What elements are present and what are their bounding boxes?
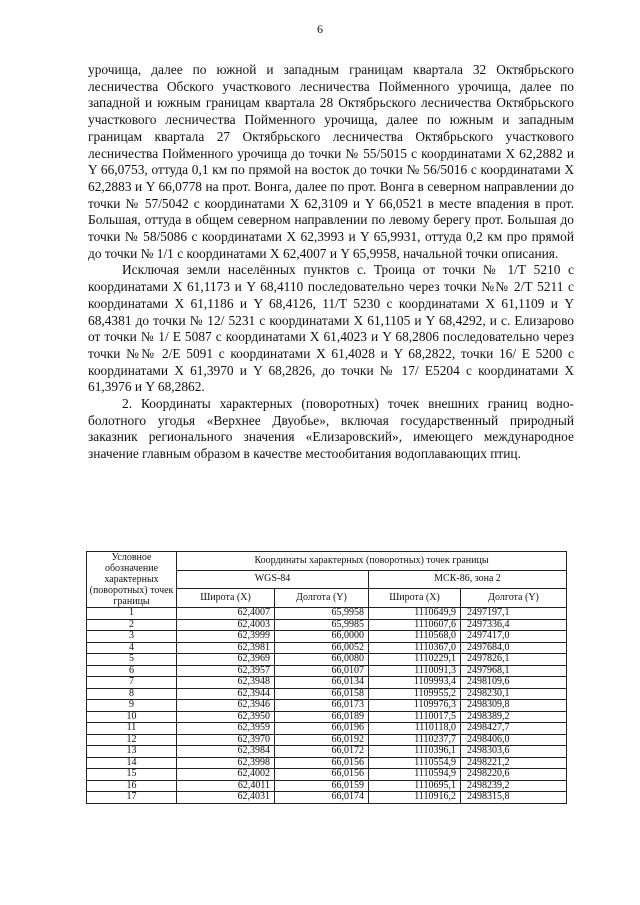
msk-x-cell: 1110237,7 bbox=[369, 734, 461, 746]
table-row bbox=[87, 780, 567, 792]
page-number: 6 bbox=[317, 22, 323, 36]
msk-x-cell: 1110396,1 bbox=[369, 746, 461, 758]
latitude-cell: 62,3969 bbox=[177, 654, 275, 666]
point-number-cell: 8 bbox=[87, 688, 177, 700]
table-row bbox=[87, 711, 567, 723]
msk-y-cell: 2497826,1 bbox=[461, 654, 567, 666]
longitude-cell: 66,0156 bbox=[275, 757, 369, 769]
point-number-cell: 7 bbox=[87, 677, 177, 689]
point-number-cell: 6 bbox=[87, 665, 177, 677]
longitude-cell: 66,0156 bbox=[275, 769, 369, 781]
msk-x-cell: 1110568,0 bbox=[369, 631, 461, 643]
longitude-cell: 66,0159 bbox=[275, 780, 369, 792]
table-row bbox=[87, 665, 567, 677]
paragraph-exclusions: Исключая земли населённых пунктов с. Троица от точки № 1/Т 5210 с координатами Х 61,1173 и Y 68,4110 последовательно через точки №№ 2/Т 5211 с координатами Х 61,1186 и Y 68,4126, 11/Т 5230 с координатами Х 61,1109 и Y 68,4381 до точки № 12/ 5231 с координатами Х 61,1105 и Y 68,4292, и с. Елизарово от точки № 1/ Е 5087 с координатами Х 61,4023 и Y 68,2806 последовательно через точки №№ 2/Е 5091 с координатами Х 61,4028 и Y 68,2822, точки 16/ Е 5200 с координатами Х 61,3970 и Y 68,2826, до точки № 17/ Е5204 с координатами Х 61,3976 и Y 68,2862. bbox=[88, 262, 574, 395]
msk-x-cell: 1110554,9 bbox=[369, 757, 461, 769]
msk-x-cell: 1110916,2 bbox=[369, 792, 461, 804]
table-body bbox=[87, 608, 567, 804]
table-row bbox=[87, 734, 567, 746]
latitude-cell: 62,3984 bbox=[177, 746, 275, 758]
point-column-header: Условное обозначение характерных (поворотных) точек границы bbox=[87, 552, 177, 608]
msk-y-cell: 2497968,1 bbox=[461, 665, 567, 677]
wgs-latitude-header: Широта (Х) bbox=[177, 589, 275, 608]
latitude-cell: 62,4031 bbox=[177, 792, 275, 804]
msk-y-cell: 2498221,2 bbox=[461, 757, 567, 769]
msk-y-cell: 2498309,8 bbox=[461, 700, 567, 712]
longitude-cell: 66,0134 bbox=[275, 677, 369, 689]
table-row bbox=[87, 608, 567, 620]
latitude-cell: 62,4007 bbox=[177, 608, 275, 620]
msk-y-cell: 2498109,6 bbox=[461, 677, 567, 689]
longitude-cell: 66,0196 bbox=[275, 723, 369, 735]
table-row bbox=[87, 688, 567, 700]
msk-x-cell: 1110118,0 bbox=[369, 723, 461, 735]
msk-y-header: Долгота (Y) bbox=[461, 589, 567, 608]
table-row bbox=[87, 642, 567, 654]
msk-x-cell: 1110649,9 bbox=[369, 608, 461, 620]
wgs84-header: WGS-84 bbox=[177, 570, 369, 589]
msk-y-cell: 2498230,1 bbox=[461, 688, 567, 700]
msk-y-cell: 2498406,0 bbox=[461, 734, 567, 746]
longitude-cell: 66,0158 bbox=[275, 688, 369, 700]
point-number-cell: 9 bbox=[87, 700, 177, 712]
msk-y-cell: 2498389,2 bbox=[461, 711, 567, 723]
point-number-cell: 13 bbox=[87, 746, 177, 758]
latitude-cell: 62,3970 bbox=[177, 734, 275, 746]
point-number-cell: 1 bbox=[87, 608, 177, 620]
longitude-cell: 66,0080 bbox=[275, 654, 369, 666]
table-row bbox=[87, 746, 567, 758]
table-row bbox=[87, 631, 567, 643]
msk-x-cell: 1109993,4 bbox=[369, 677, 461, 689]
latitude-cell: 62,4011 bbox=[177, 780, 275, 792]
longitude-cell: 65,9958 bbox=[275, 608, 369, 620]
msk-x-cell: 1110695,1 bbox=[369, 780, 461, 792]
longitude-cell: 66,0189 bbox=[275, 711, 369, 723]
point-number-cell: 4 bbox=[87, 642, 177, 654]
msk-x-cell: 1110091,3 bbox=[369, 665, 461, 677]
paragraph-continuation: урочища, далее по южной и западным границам квартала 32 Октябрьского лесничества Обского участкового лесничества Пойменного урочища, далее по западной и южным границам квартала 28 Октябрьского лесничества Октябрьского участкового лесничества Пойменного урочища, далее по южным и западным границам квартала 27 Октябрьского лесничества Октябрьского участкового лесничества Пойменного урочища до точки № 55/5015 с координатами Х 62,2882 и Y 66,0753, оттуда 0,1 км по прямой на восток до точки № 56/5016 с координатами Х 62,2883 и Y 66,0778 на прот. Вонга, далее по прот. Вонга в северном направлении до точки № 57/5042 с координатами Х 62,3109 и Y 66,0521 в месте впадения в прот. Большая, оттуда в общем северном направлении по левому берегу прот. Большая до точки № 58/5086 с координатами Х 62,3993 и Y 65,9931, оттуда 0,2 км про прямой до точки № 1/1 с координатами Х 62,4007 и Y 65,9958, начальной точки описания. bbox=[88, 62, 574, 261]
table-header bbox=[87, 552, 567, 608]
table-row bbox=[87, 654, 567, 666]
msk-x-cell: 1110017,5 bbox=[369, 711, 461, 723]
msk-x-header: Широта (Х) bbox=[369, 589, 461, 608]
msk-y-cell: 2498427,7 bbox=[461, 723, 567, 735]
msk-x-cell: 1109955,2 bbox=[369, 688, 461, 700]
latitude-cell: 62,3998 bbox=[177, 757, 275, 769]
msk-y-cell: 2497684,0 bbox=[461, 642, 567, 654]
point-number-cell: 12 bbox=[87, 734, 177, 746]
table-row bbox=[87, 677, 567, 689]
point-number-cell: 16 bbox=[87, 780, 177, 792]
point-number-cell: 2 bbox=[87, 619, 177, 631]
point-number-cell: 14 bbox=[87, 757, 177, 769]
paragraph-section-2: 2. Координаты характерных (поворотных) точек внешних границ водно-болотного угодья «Верхнее Двуобье», включая государственный природный заказник регионального значения «Елизаровский», имеющего международное значение главным образом в качестве местообитания водоплавающих птиц. bbox=[88, 396, 574, 462]
msk-y-cell: 2497197,1 bbox=[461, 608, 567, 620]
table-row bbox=[87, 619, 567, 631]
coordinates-table bbox=[86, 551, 567, 804]
point-number-cell: 15 bbox=[87, 769, 177, 781]
msk-x-cell: 1110367,0 bbox=[369, 642, 461, 654]
msk-x-cell: 1110229,1 bbox=[369, 654, 461, 666]
document-body bbox=[88, 62, 574, 463]
longitude-cell: 66,0192 bbox=[275, 734, 369, 746]
latitude-cell: 62,3944 bbox=[177, 688, 275, 700]
latitude-cell: 62,3957 bbox=[177, 665, 275, 677]
table-row bbox=[87, 769, 567, 781]
msk-y-cell: 2497417,0 bbox=[461, 631, 567, 643]
wgs-longitude-header: Долгота (Y) bbox=[275, 589, 369, 608]
msk-y-cell: 2498303,6 bbox=[461, 746, 567, 758]
latitude-cell: 62,3981 bbox=[177, 642, 275, 654]
longitude-cell: 66,0174 bbox=[275, 792, 369, 804]
latitude-cell: 62,3999 bbox=[177, 631, 275, 643]
msk-x-cell: 1110607,6 bbox=[369, 619, 461, 631]
point-number-cell: 11 bbox=[87, 723, 177, 735]
msk-x-cell: 1110594,9 bbox=[369, 769, 461, 781]
longitude-cell: 66,0052 bbox=[275, 642, 369, 654]
point-number-cell: 3 bbox=[87, 631, 177, 643]
table-row bbox=[87, 723, 567, 735]
latitude-cell: 62,4003 bbox=[177, 619, 275, 631]
msk-y-cell: 2498315,8 bbox=[461, 792, 567, 804]
longitude-cell: 65,9985 bbox=[275, 619, 369, 631]
msk86-header: МСК-86, зона 2 bbox=[369, 570, 567, 589]
table-row bbox=[87, 757, 567, 769]
table-row bbox=[87, 700, 567, 712]
latitude-cell: 62,4002 bbox=[177, 769, 275, 781]
latitude-cell: 62,3959 bbox=[177, 723, 275, 735]
longitude-cell: 66,0173 bbox=[275, 700, 369, 712]
msk-x-cell: 1109976,3 bbox=[369, 700, 461, 712]
table-row bbox=[87, 792, 567, 804]
latitude-cell: 62,3946 bbox=[177, 700, 275, 712]
point-number-cell: 17 bbox=[87, 792, 177, 804]
longitude-cell: 66,0107 bbox=[275, 665, 369, 677]
latitude-cell: 62,3948 bbox=[177, 677, 275, 689]
point-number-cell: 5 bbox=[87, 654, 177, 666]
msk-y-cell: 2497336,4 bbox=[461, 619, 567, 631]
coordinates-group-header: Координаты характерных (поворотных) точек границы bbox=[177, 552, 567, 571]
msk-y-cell: 2498239,2 bbox=[461, 780, 567, 792]
msk-y-cell: 2498220,6 bbox=[461, 769, 567, 781]
longitude-cell: 66,0000 bbox=[275, 631, 369, 643]
latitude-cell: 62,3950 bbox=[177, 711, 275, 723]
point-number-cell: 10 bbox=[87, 711, 177, 723]
longitude-cell: 66,0172 bbox=[275, 746, 369, 758]
